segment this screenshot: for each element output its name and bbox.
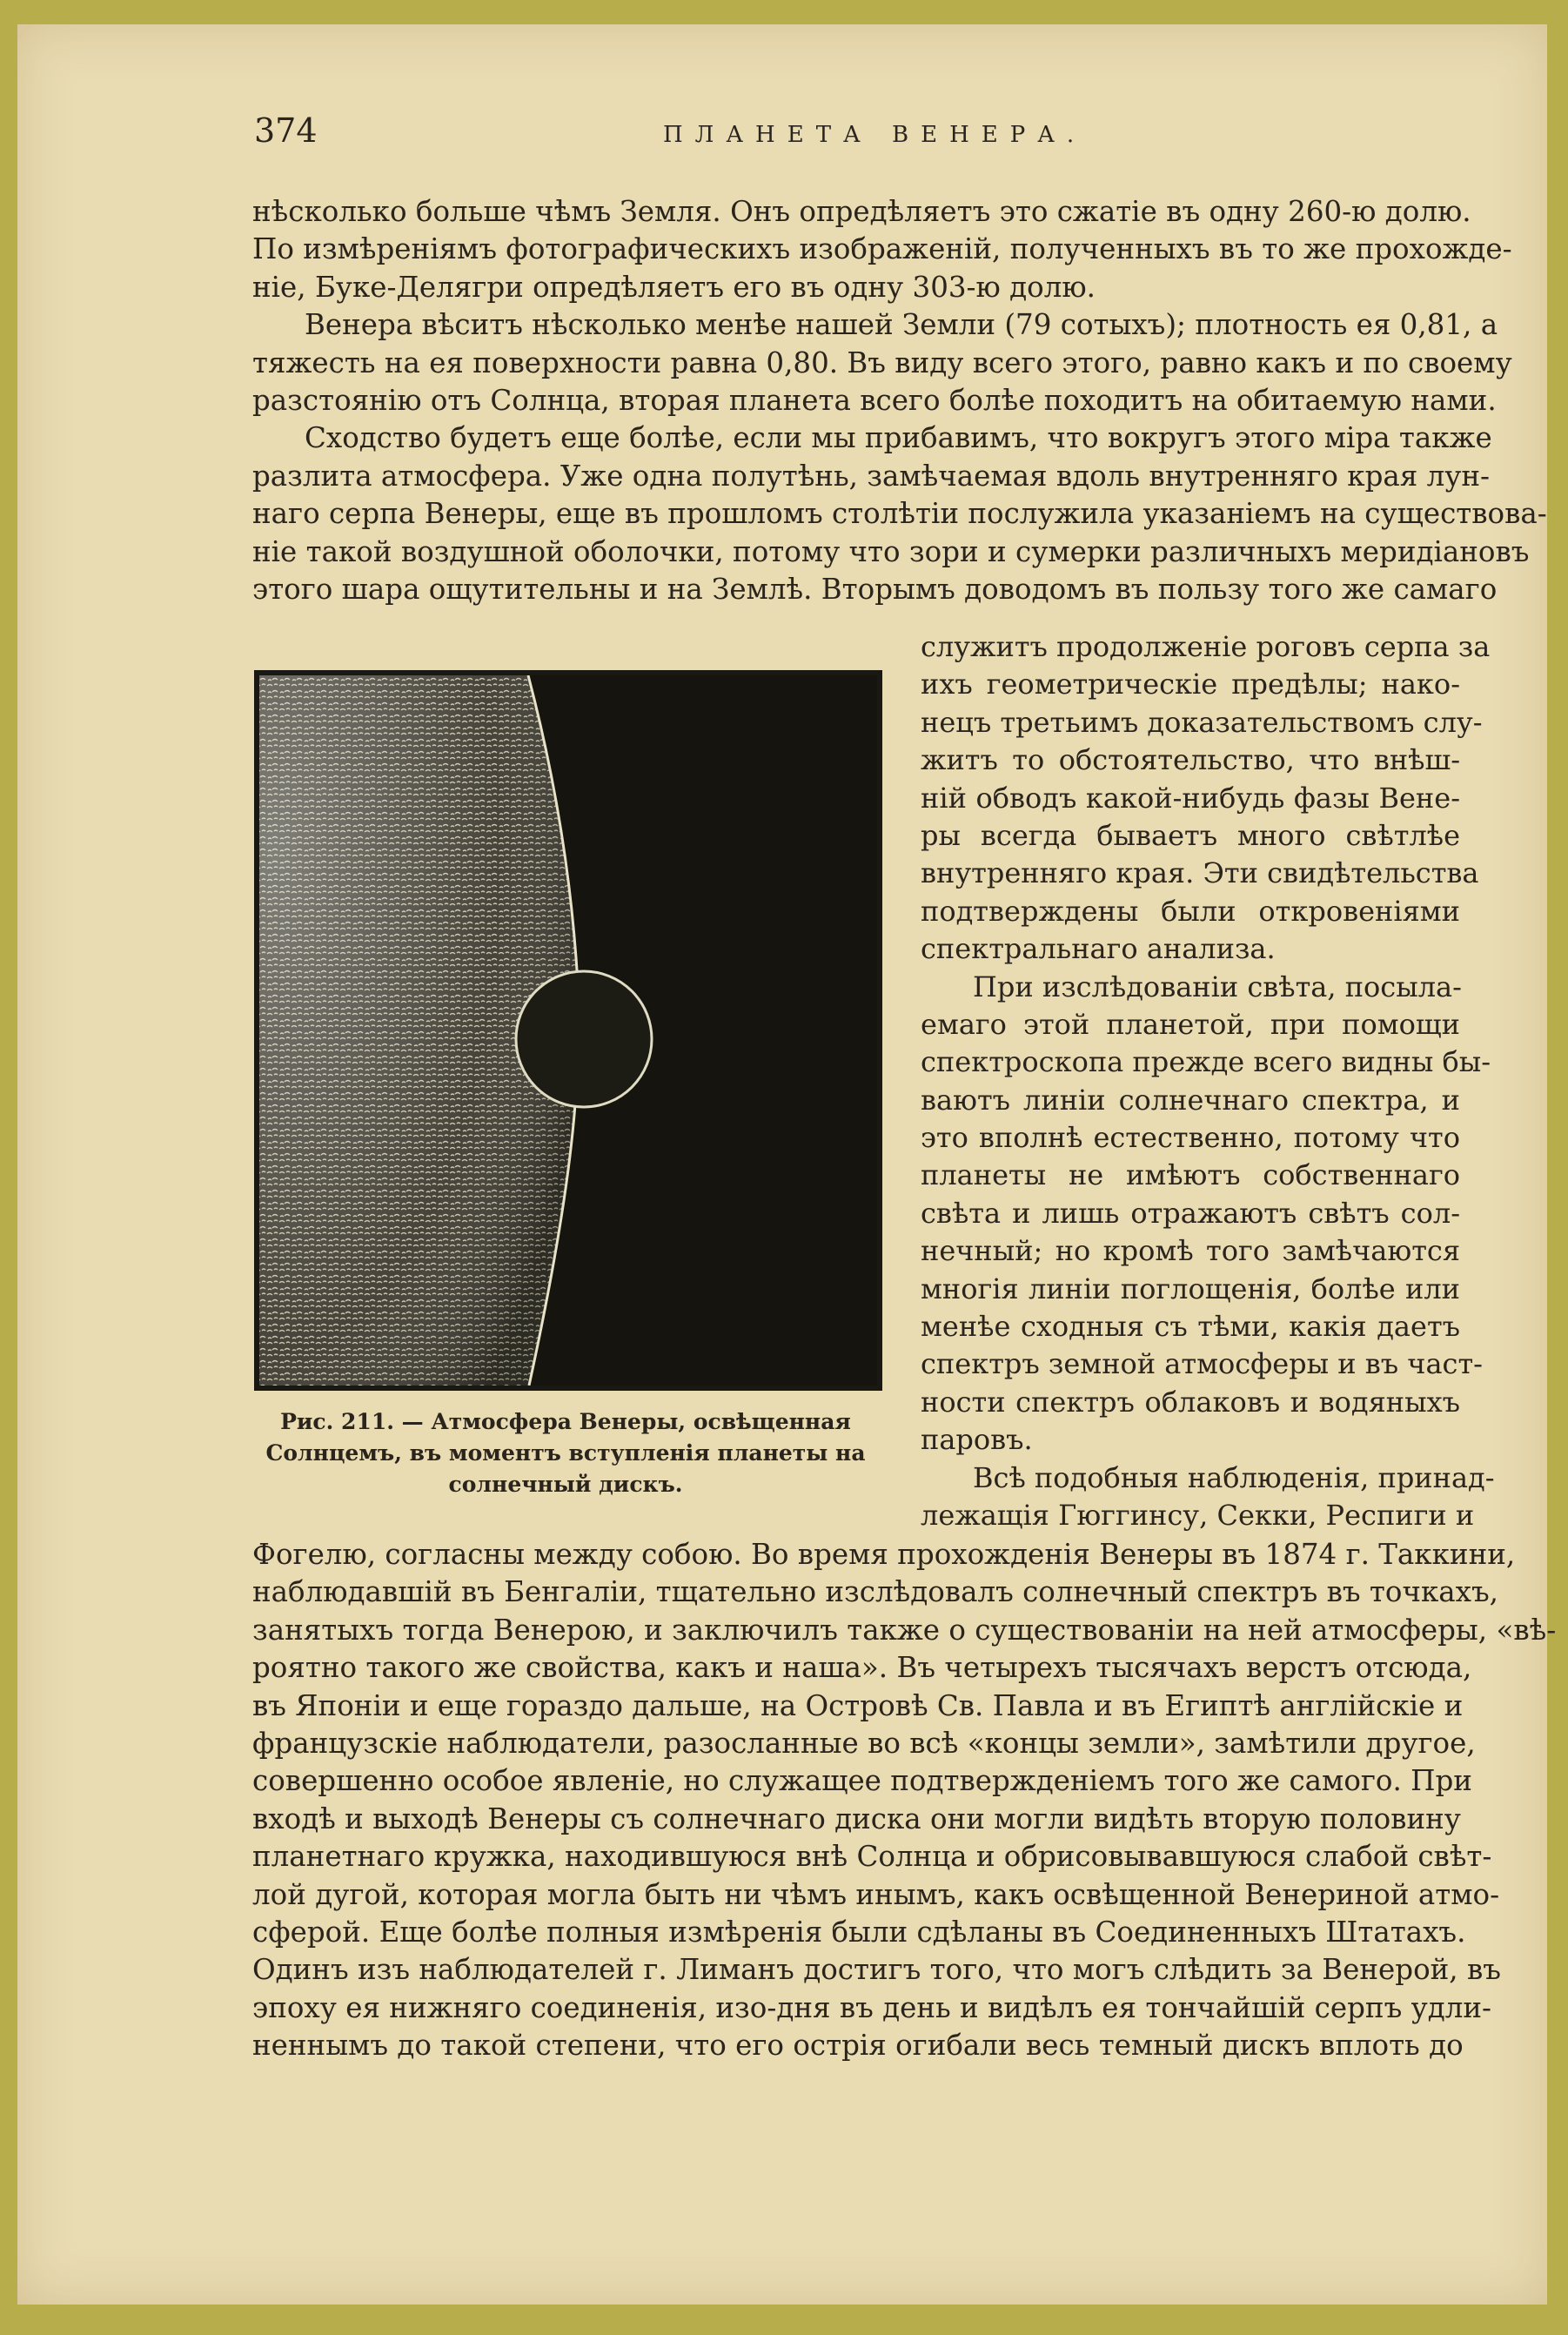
text-line: паровъ.	[921, 1423, 1033, 1457]
text-line: спектроскопа прежде всего видны бы-	[921, 1045, 1491, 1079]
text-line: входѣ и выходѣ Венеры съ солнечнаго диска они могли видѣть вторую половину	[252, 1802, 1461, 1835]
page-number: 374	[254, 111, 318, 150]
text-line: лой дугой, которая могла быть ни чѣмъ инымъ, какъ освѣщенной Венериной атмо-	[252, 1877, 1500, 1911]
text-line: наблюдавшій въ Бенгаліи, тщательно изслѣдовалъ солнечный спектръ въ точкахъ,	[252, 1575, 1498, 1609]
body-text-right-column	[921, 628, 1495, 1534]
text-line: въ Японіи и еще гораздо дальше, на Островѣ Св. Павла и въ Египтѣ англійскіе и	[252, 1688, 1464, 1722]
text-line: При изслѣдованіи свѣта, посыла-	[973, 970, 1462, 1003]
text-line: Фогелю, согласны между собою. Во время прохожденія Венеры въ 1874 г. Таккини,	[252, 1538, 1516, 1571]
text-line: Венера вѣситъ нѣсколько менѣе нашей Земли (79 сотыхъ); плотность ея 0,81, а	[305, 308, 1498, 342]
text-line: наго серпа Венеры, еще въ прошломъ столѣтіи послужила указаніемъ на существова-	[252, 497, 1547, 531]
text-line: ваютъ линіи солнечнаго спектра, и	[921, 1083, 1460, 1117]
text-line: разлита атмосфера. Уже одна полутѣнь, замѣчаемая вдоль внутренняго края лун-	[252, 459, 1491, 493]
body-text-top	[252, 193, 1547, 608]
text-line: французскіе наблюдатели, разосланные во всѣ «концы земли», замѣтили другое,	[252, 1726, 1476, 1760]
text-line: эпоху ея нижняго соединенія, изо-дня въ день и видѣлъ ея тончайшій серпъ удли-	[252, 1990, 1492, 2024]
text-line: спектръ земной атмосферы и въ част-	[921, 1347, 1483, 1381]
caption-line: солнечный дискъ.	[448, 1472, 683, 1497]
text-line: Сходство будетъ еще болѣе, если мы прибавимъ, что вокругъ этого міра также	[305, 421, 1492, 455]
text-line: внутренняго края. Эти свидѣтельства	[921, 856, 1479, 890]
text-line: лежащія Гюггинсу, Секки, Респиги и	[921, 1498, 1475, 1532]
text-line: Одинъ изъ наблюдателей г. Лиманъ достигъ того, что могъ слѣдить за Венерой, въ	[252, 1953, 1501, 1987]
text-line: ры всегда бываетъ много свѣтлѣе	[921, 818, 1460, 852]
text-line: По измѣреніямъ фотографическихъ изображеній, полученныхъ въ то же прохожде-	[252, 232, 1512, 266]
text-line: совершенно особое явленіе, но служащее подтвержденіемъ того же самого. При	[252, 1764, 1472, 1798]
page-header	[254, 111, 1464, 164]
text-line: служитъ продолженіе роговъ серпа за	[921, 630, 1491, 663]
figure-211-engraving	[254, 670, 882, 1391]
figure-caption	[261, 1406, 870, 1500]
text-line: нечный; но кромѣ того замѣчаются	[921, 1234, 1460, 1268]
text-line: нѣсколько больше чѣмъ Земля. Онъ опредѣляетъ это сжатіе въ одну 260-ю долю.	[252, 195, 1471, 228]
body-text-bottom	[252, 1536, 1557, 2064]
running-title: ПЛАНЕТА ВЕНЕРА.	[663, 122, 1087, 148]
text-line: тяжесть на ея поверхности равна 0,80. Въ виду всего этого, равно какъ и по своему	[252, 346, 1512, 379]
text-line: планетнаго кружка, находившуюся внѣ Солнца и обрисовывавшуюся слабой свѣт-	[252, 1840, 1492, 1874]
text-line: емаго этой планетой, при помощи	[921, 1007, 1460, 1041]
text-line: многія линіи поглощенія, болѣе или	[921, 1272, 1460, 1305]
text-line: разстоянію отъ Солнца, вторая планета всего болѣе походитъ на обитаемую нами.	[252, 383, 1497, 417]
text-line: ихъ геометрическіе предѣлы; нако-	[921, 668, 1460, 701]
text-line: Всѣ подобныя наблюденія, принад-	[973, 1460, 1495, 1494]
text-line: планеты не имѣютъ собственнаго	[921, 1158, 1460, 1192]
text-line: ній обводъ какой-нибудь фазы Вене-	[921, 781, 1460, 815]
text-line: свѣта и лишь отражаютъ свѣтъ сол-	[921, 1196, 1460, 1230]
caption-line: Солнцемъ, въ моментъ вступленія планеты на	[265, 1440, 866, 1466]
text-line: роятно такого же свойства, какъ и наша». Въ четырехъ тысячахъ верстъ отсюда,	[252, 1651, 1472, 1685]
text-line: занятыхъ тогда Венерою, и заключилъ также о существованіи на ней атмосферы, «вѣ-	[252, 1613, 1557, 1647]
venus-disk	[516, 971, 652, 1107]
text-line: ніе такой воздушной оболочки, потому что зори и сумерки различныхъ меридіановъ	[252, 534, 1530, 568]
venus-atmosphere-illustration	[254, 670, 882, 1391]
text-line: спектральнаго анализа.	[921, 932, 1276, 966]
caption-line: Рис. 211. — Атмосфера Венеры, освѣщенная	[280, 1409, 851, 1434]
text-line: нецъ третьимъ доказательствомъ слу-	[921, 705, 1483, 739]
text-line: житъ то обстоятельство, что внѣш-	[921, 743, 1460, 777]
text-line: этого шара ощутительны и на Землѣ. Вторымъ доводомъ въ пользу того же самаго	[252, 572, 1498, 606]
text-line: подтверждены были откровеніями	[921, 894, 1460, 928]
text-line: менѣе сходныя съ тѣми, какія даетъ	[921, 1310, 1460, 1344]
text-line: ности спектръ облаковъ и водяныхъ	[921, 1385, 1460, 1419]
text-line: ніе, Буке-Делягри опредѣляетъ его въ одну 303-ю долю.	[252, 270, 1096, 304]
text-line: это вполнѣ естественно, потому что	[921, 1121, 1460, 1155]
text-line: неннымъ до такой степени, что его острія огибали весь темный дискъ вплоть до	[252, 2029, 1464, 2063]
text-line: сферой. Еще болѣе полныя измѣренія были сдѣланы въ Соединенныхъ Штатахъ.	[252, 1915, 1466, 1949]
